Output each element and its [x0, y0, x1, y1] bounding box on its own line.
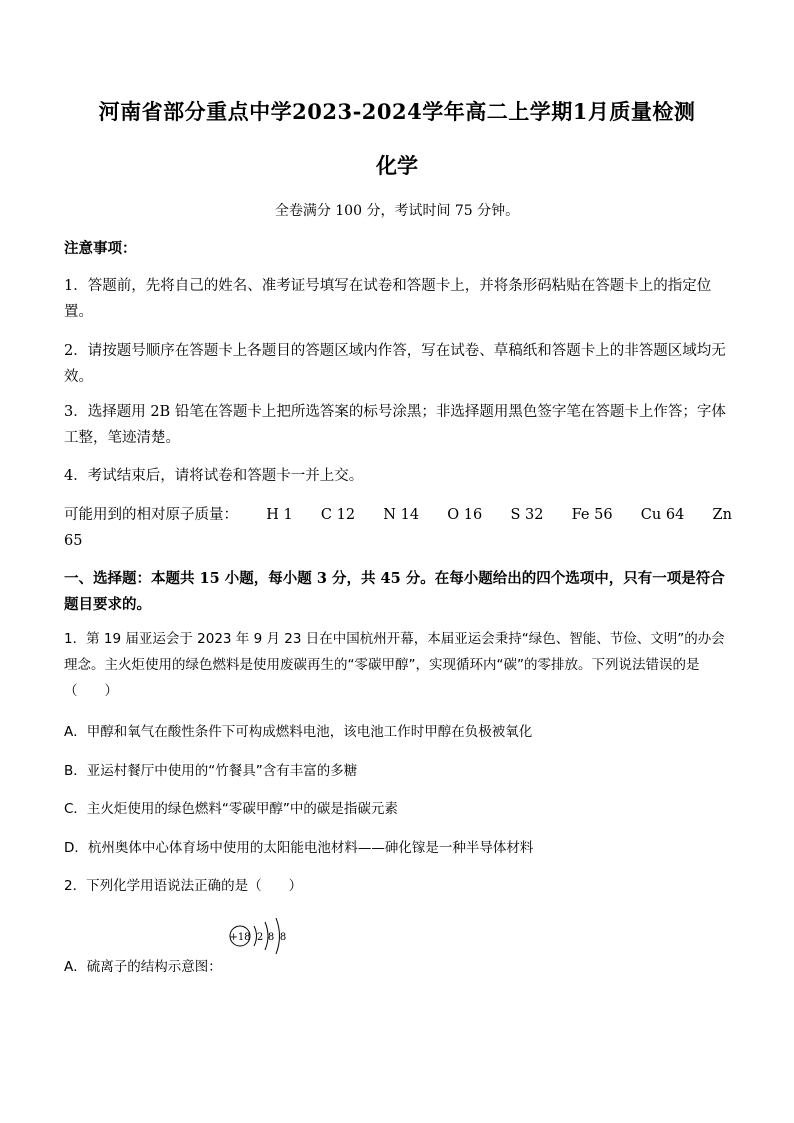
mass-fe: Fe 56	[571, 507, 613, 523]
mass-zn: Zn	[712, 507, 732, 523]
sulfur-ion-structure-diagram	[228, 912, 298, 964]
mass-s: S 32	[510, 507, 544, 523]
question-1-stem: 1．第 19 届亚运会于 2023 年 9 月 23 日在中国杭州开幕，本届亚运会秉持“绿色、智能、节俭、文明”的办会理念。主火炬使用的绿色燃料是使用废碳再生的“零碳甲醇”，实现循环内“碳”的零排放。下列说法错误的是（ ）	[64, 631, 725, 699]
exam-subject: 化学	[376, 153, 418, 178]
atomic-masses-label: 可能用到的相对原子质量：	[64, 507, 238, 523]
question-2-option-a: A．硫离子的结构示意图：	[64, 959, 222, 975]
mass-cu: Cu 64	[640, 507, 685, 523]
shell-electrons-3: 8	[279, 932, 287, 943]
exam-title: 河南省部分重点中学2023-2024学年高二上学期1月质量检测	[98, 99, 696, 124]
mass-o: O 16	[447, 507, 483, 523]
mass-c: C 12	[320, 507, 356, 523]
question-1-option-a: A．甲醇和氧气在酸性条件下可构成燃料电池，该电池工作时甲醇在负极被氧化	[64, 724, 533, 740]
question-2-stem: 2．下列化学用语说法正确的是（ ）	[64, 878, 303, 894]
mass-n: N 14	[383, 507, 420, 523]
section-1-heading: 一、选择题：本题共 15 小题，每小题 3 分，共 45 分。在每小题给出的四个选项中，只有一项是符合题目要求的。	[64, 570, 725, 613]
note-item-4: 4．考试结束后，请将试卷和答题卡一并上交。	[64, 468, 364, 484]
shell-electrons-2: 8	[267, 932, 275, 943]
nucleus-charge: +18	[229, 932, 251, 943]
mass-zn-value: 65	[64, 533, 83, 549]
notes-heading: 注意事项：	[64, 240, 137, 257]
note-item-2: 2．请按题号顺序在答题卡上各题目的答题区域内作答，写在试卷、草稿纸和答题卡上的非答题区域均无效。	[64, 343, 726, 385]
question-1-option-b: B．亚运村餐厅中使用的“竹餐具”含有丰富的多糖	[64, 763, 358, 779]
note-item-3: 3．选择题用 2B 铅笔在答题卡上把所选答案的标号涂黑；非选择题用黑色签字笔在答题卡上作答；字体工整，笔迹清楚。	[64, 404, 726, 446]
question-1-option-c: C．主火炬使用的绿色燃料“零碳甲醇”中的碳是指碳元素	[64, 801, 398, 817]
atomic-masses	[64, 502, 732, 554]
shell-electrons-1: 2	[256, 932, 264, 943]
note-item-1: 1．答题前，先将自己的姓名、准考证号填写在试卷和答题卡上，并将条形码粘贴在答题卡上的指定位置。	[64, 278, 712, 320]
exam-meta: 全卷满分 100 分，考试时间 75 分钟。	[274, 203, 520, 219]
mass-h: H 1	[266, 507, 293, 523]
question-1-option-d: D．杭州奥体中心体育场中使用的太阳能电池材料——砷化镓是一种半导体材料	[64, 840, 534, 856]
